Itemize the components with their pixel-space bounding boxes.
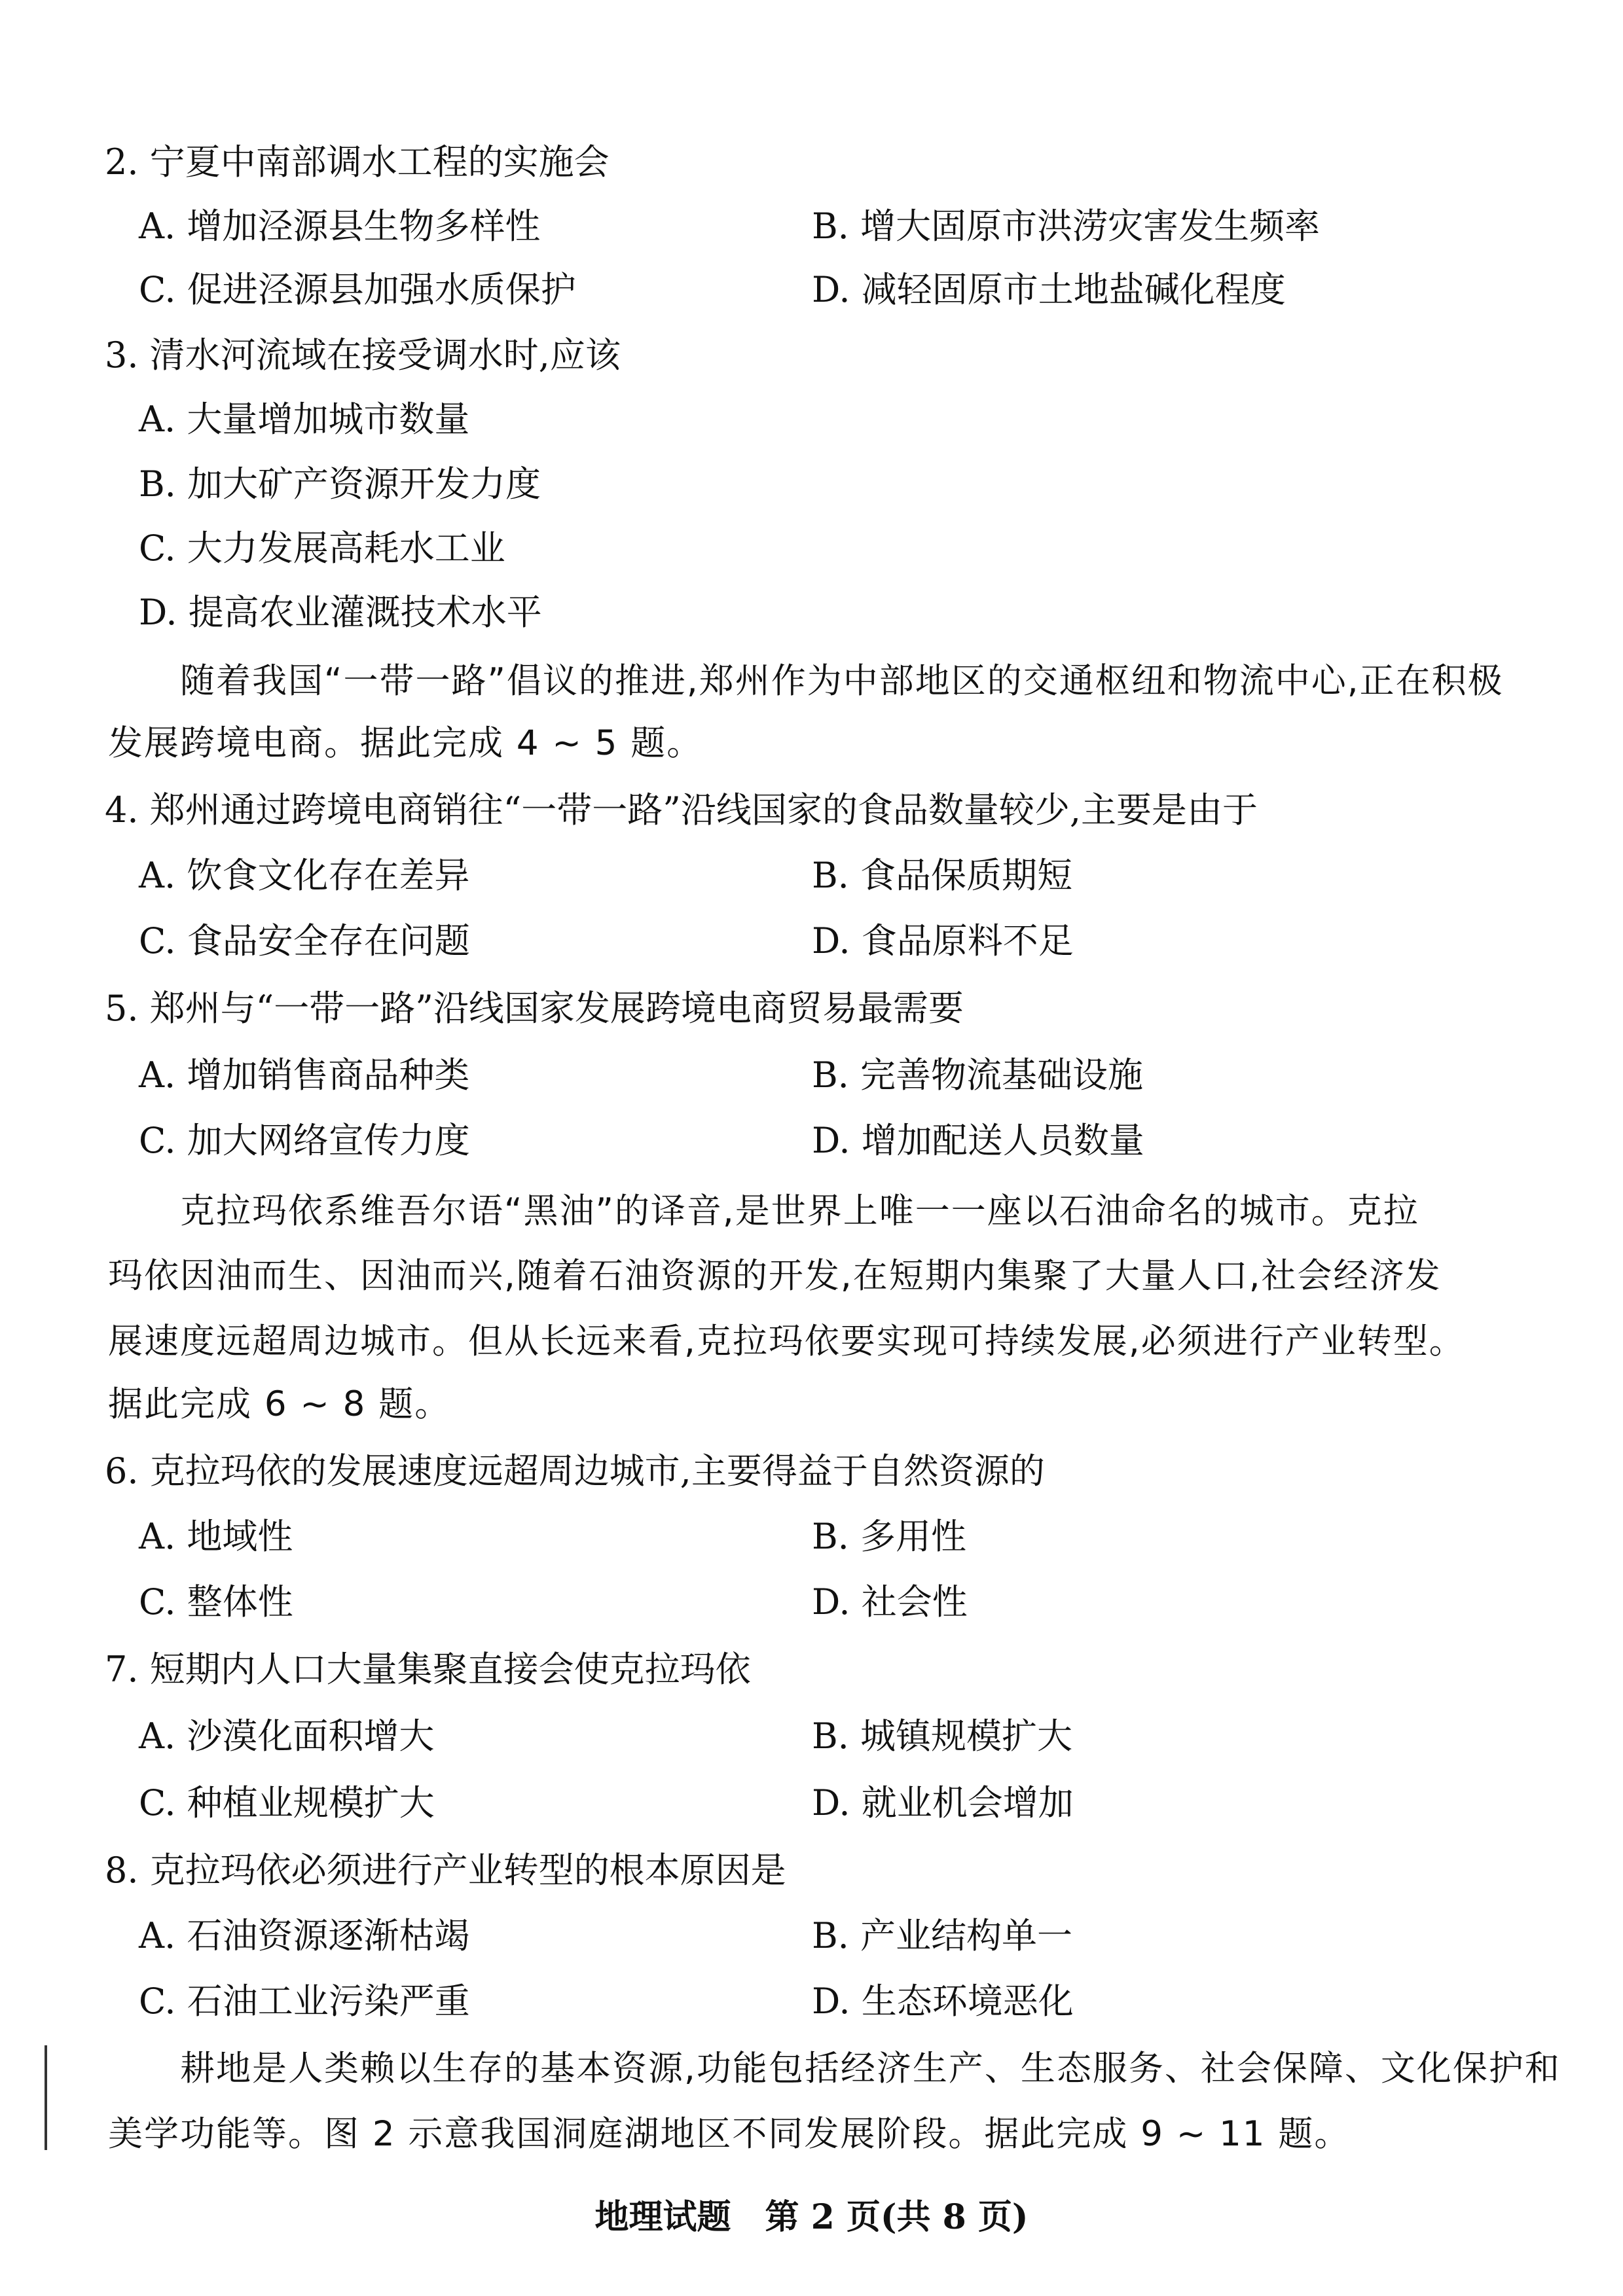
q4-option-d: D. 食品原料不足 [812, 920, 1074, 961]
passage2-line2: 玛依因油而生、因油而兴,随着石油资源的开发,在短期内集聚了大量人口,社会经济发 [108, 1256, 1442, 1296]
q3-option-b: B. 加大矿产资源开发力度 [139, 463, 541, 505]
q5-option-d: D. 增加配送人员数量 [812, 1120, 1144, 1161]
q5-stem: 5. 郑州与“一带一路”沿线国家发展跨境电商贸易最需要 [105, 988, 964, 1029]
q4-stem: 4. 郑州通过跨境电商销往“一带一路”沿线国家的食品数量较少,主要是由于 [105, 789, 1258, 831]
q8-option-b: B. 产业结构单一 [812, 1915, 1073, 1956]
q4-option-a: A. 饮食文化存在差异 [139, 855, 470, 896]
q2-option-b: B. 增大固原市洪涝灾害发生频率 [812, 206, 1321, 247]
q4-option-c: C. 食品安全存在问题 [139, 920, 470, 961]
q6-option-d: D. 社会性 [812, 1581, 968, 1623]
q6-option-a: A. 地域性 [139, 1516, 293, 1557]
passage1-line1: 随着我国“一带一路”倡议的推进,郑州作为中部地区的交通枢纽和物流中心,正在积极 [180, 661, 1504, 701]
q2-option-d: D. 减轻固原市土地盐碱化程度 [812, 269, 1286, 310]
q8-option-a: A. 石油资源逐渐枯竭 [139, 1915, 470, 1956]
q6-option-c: C. 整体性 [139, 1581, 293, 1623]
q3-stem: 3. 清水河流域在接受调水时,应该 [105, 334, 621, 376]
page-footer: 地理试题 第 2 页(共 8 页) [594, 2197, 1029, 2237]
passage1-line2: 发展跨境电商。据此完成 4 ~ 5 题。 [108, 723, 703, 763]
q7-option-d: D. 就业机会增加 [812, 1782, 1074, 1823]
q6-option-b: B. 多用性 [812, 1516, 967, 1557]
q8-stem: 8. 克拉玛依必须进行产业转型的根本原因是 [105, 1850, 786, 1891]
q8-option-c: C. 石油工业污染严重 [139, 1981, 470, 2022]
passage2-line3: 展速度远超周边城市。但从长远来看,克拉玛依要实现可持续发展,必须进行产业转型。 [108, 1321, 1465, 1361]
q3-option-d: D. 提高农业灌溉技术水平 [139, 592, 542, 633]
q7-option-a: A. 沙漠化面积增大 [139, 1715, 435, 1757]
q7-stem: 7. 短期内人口大量集聚直接会使克拉玛依 [105, 1649, 751, 1690]
passage3-line1: 耕地是人类赖以生存的基本资源,功能包括经济生产、生态服务、社会保障、文化保护和 [180, 2049, 1561, 2089]
q7-option-c: C. 种植业规模扩大 [139, 1782, 435, 1823]
q5-option-a: A. 增加销售商品种类 [139, 1054, 470, 1096]
q2-option-a: A. 增加泾源县生物多样性 [139, 206, 541, 247]
q5-option-b: B. 完善物流基础设施 [812, 1054, 1144, 1096]
q7-option-b: B. 城镇规模扩大 [812, 1715, 1073, 1757]
passage3-line2: 美学功能等。图 2 示意我国洞庭湖地区不同发展阶段。据此完成 9 ~ 11 题。 [108, 2114, 1351, 2154]
q2-stem: 2. 宁夏中南部调水工程的实施会 [105, 141, 610, 183]
passage2-line4: 据此完成 6 ~ 8 题。 [108, 1384, 451, 1424]
q3-option-c: C. 大力发展高耗水工业 [139, 528, 505, 569]
q6-stem: 6. 克拉玛依的发展速度远超周边城市,主要得益于自然资源的 [105, 1450, 1045, 1492]
q4-option-b: B. 食品保质期短 [812, 855, 1073, 896]
q5-option-c: C. 加大网络宣传力度 [139, 1120, 470, 1161]
q2-option-c: C. 促进泾源县加强水质保护 [139, 269, 576, 310]
binding-margin-mark [45, 2045, 47, 2150]
q3-option-a: A. 大量增加城市数量 [139, 399, 470, 440]
q8-option-d: D. 生态环境恶化 [812, 1981, 1074, 2022]
passage2-line1: 克拉玛依系维吾尔语“黑油”的译音,是世界上唯一一座以石油命名的城市。克拉 [180, 1191, 1419, 1231]
